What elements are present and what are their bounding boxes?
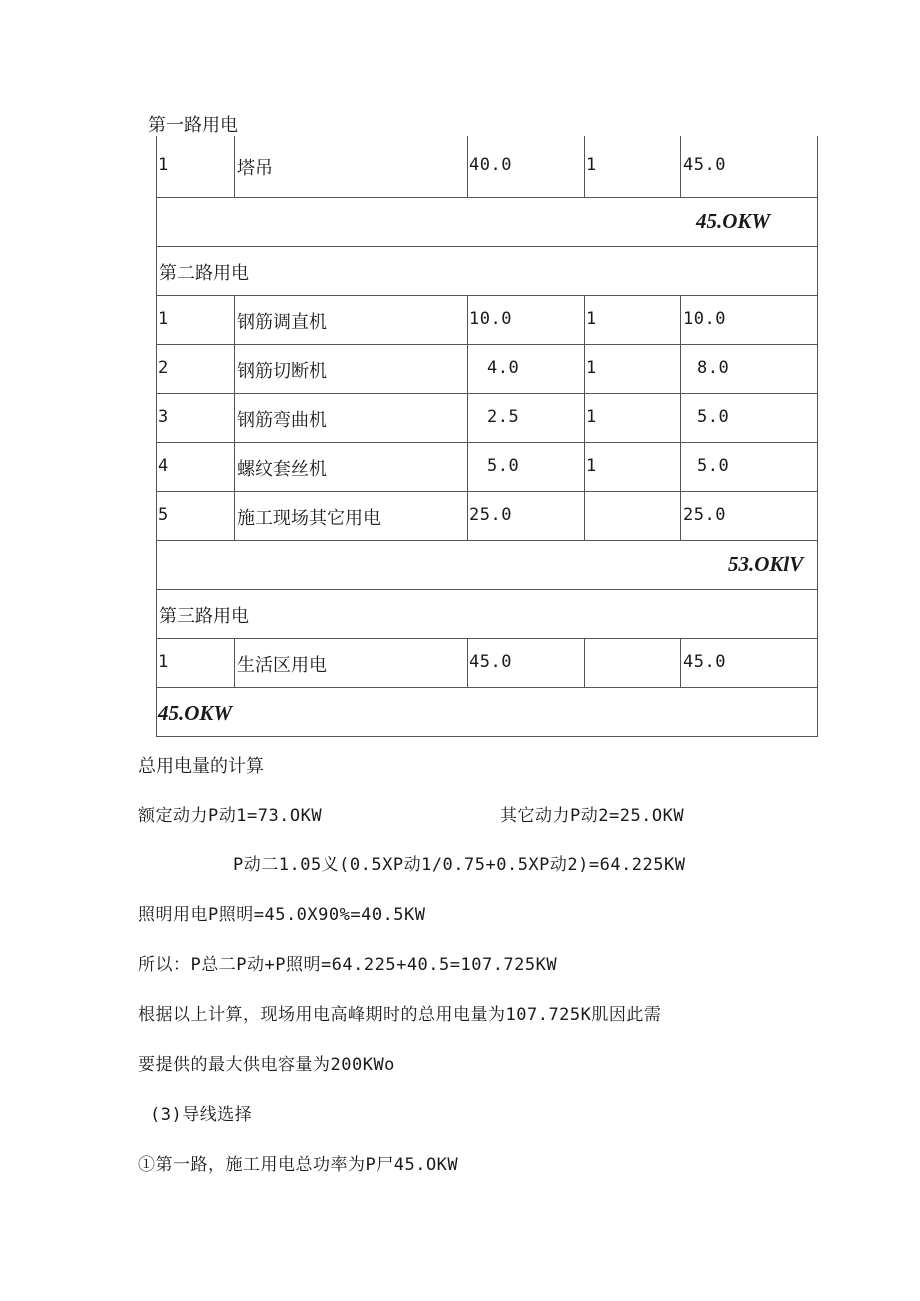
- total-power: 45.0: [683, 155, 726, 175]
- row-divider: [156, 491, 818, 492]
- circuit1-heading: 第一路用电: [148, 115, 238, 136]
- row-divider: [156, 589, 818, 590]
- circuit3-heading: 第三路用电: [159, 606, 249, 627]
- total-formula: 所以：P总二P动+P照明=64.225+40.5=107.725KW: [138, 955, 558, 975]
- equipment-name: 塔吊: [237, 158, 273, 179]
- row-divider: [156, 638, 818, 639]
- circuit2-heading: 第二路用电: [159, 263, 249, 284]
- row-number: 1: [158, 652, 169, 672]
- equipment-name: 生活区用电: [237, 655, 327, 676]
- total-power: 5.0: [697, 456, 730, 476]
- table-border-bottom: [156, 736, 818, 737]
- col-divider: [584, 638, 585, 688]
- row-number: 3: [158, 407, 169, 427]
- col-divider: [680, 295, 681, 540]
- rated-power: 4.0: [487, 358, 520, 378]
- rated-power: 45.0: [469, 652, 512, 672]
- row-divider: [156, 246, 818, 247]
- col-divider: [680, 136, 681, 197]
- circuit1-subtotal: 45.OKW: [696, 209, 771, 233]
- equipment-name: 螺纹套丝机: [237, 459, 327, 480]
- rated-power: 40.0: [469, 155, 512, 175]
- quantity: 1: [586, 309, 597, 329]
- row-number: 4: [158, 456, 169, 476]
- col-divider: [467, 295, 468, 540]
- col-divider: [234, 136, 235, 197]
- conclusion-line-1: 根据以上计算，现场用电高峰期时的总用电量为107.725K肌因此需: [138, 1005, 662, 1025]
- rated-power: 2.5: [487, 407, 520, 427]
- row-divider: [156, 442, 818, 443]
- col-divider: [467, 136, 468, 197]
- row-number: 1: [158, 155, 169, 175]
- list-item: ①第一路，施工用电总功率为P尸45.OKW: [138, 1155, 459, 1175]
- row-divider: [156, 687, 818, 688]
- total-power: 8.0: [697, 358, 730, 378]
- col-divider: [680, 638, 681, 688]
- rated-power: 10.0: [469, 309, 512, 329]
- equipment-name: 钢筋弯曲机: [237, 410, 327, 431]
- dynamic-power-formula: P动二1.05义(0.5XP动1/0.75+0.5XP动2)=64.225KW: [233, 855, 686, 875]
- circuit2-subtotal: 53.OKlV: [728, 552, 804, 576]
- conclusion-line-2: 要提供的最大供电容量为200KWo: [138, 1055, 395, 1075]
- row-divider: [156, 295, 818, 296]
- equipment-name: 钢筋调直机: [237, 312, 327, 333]
- row-divider: [156, 540, 818, 541]
- row-divider: [156, 344, 818, 345]
- row-number: 2: [158, 358, 169, 378]
- lighting-formula: 照明用电P照明=45.0X90%=40.5KW: [138, 905, 426, 925]
- quantity: 1: [586, 358, 597, 378]
- rated-power: 25.0: [469, 505, 512, 525]
- quantity: 1: [586, 456, 597, 476]
- total-power: 25.0: [683, 505, 726, 525]
- other-power-line: 其它动力P动2=25.OKW: [500, 806, 685, 826]
- rated-power: 5.0: [487, 456, 520, 476]
- circuit3-subtotal: 45.OKW: [158, 701, 233, 725]
- col-divider: [467, 638, 468, 688]
- equipment-name: 施工现场其它用电: [237, 508, 381, 529]
- total-power: 45.0: [683, 652, 726, 672]
- section-heading: (3)导线选择: [150, 1105, 253, 1125]
- row-divider: [156, 197, 818, 198]
- total-power: 5.0: [697, 407, 730, 427]
- row-number: 5: [158, 505, 169, 525]
- quantity: 1: [586, 407, 597, 427]
- calc-title: 总用电量的计算: [138, 756, 264, 777]
- col-divider: [234, 295, 235, 540]
- col-divider: [234, 638, 235, 688]
- table-border-right: [817, 136, 818, 737]
- table-border-left: [156, 136, 157, 737]
- row-divider: [156, 393, 818, 394]
- total-power: 10.0: [683, 309, 726, 329]
- col-divider: [584, 136, 585, 197]
- col-divider: [584, 295, 585, 540]
- row-number: 1: [158, 309, 169, 329]
- quantity: 1: [586, 155, 597, 175]
- rated-power-line: 额定动力P动1=73.OKW: [138, 806, 323, 826]
- equipment-name: 钢筋切断机: [237, 361, 327, 382]
